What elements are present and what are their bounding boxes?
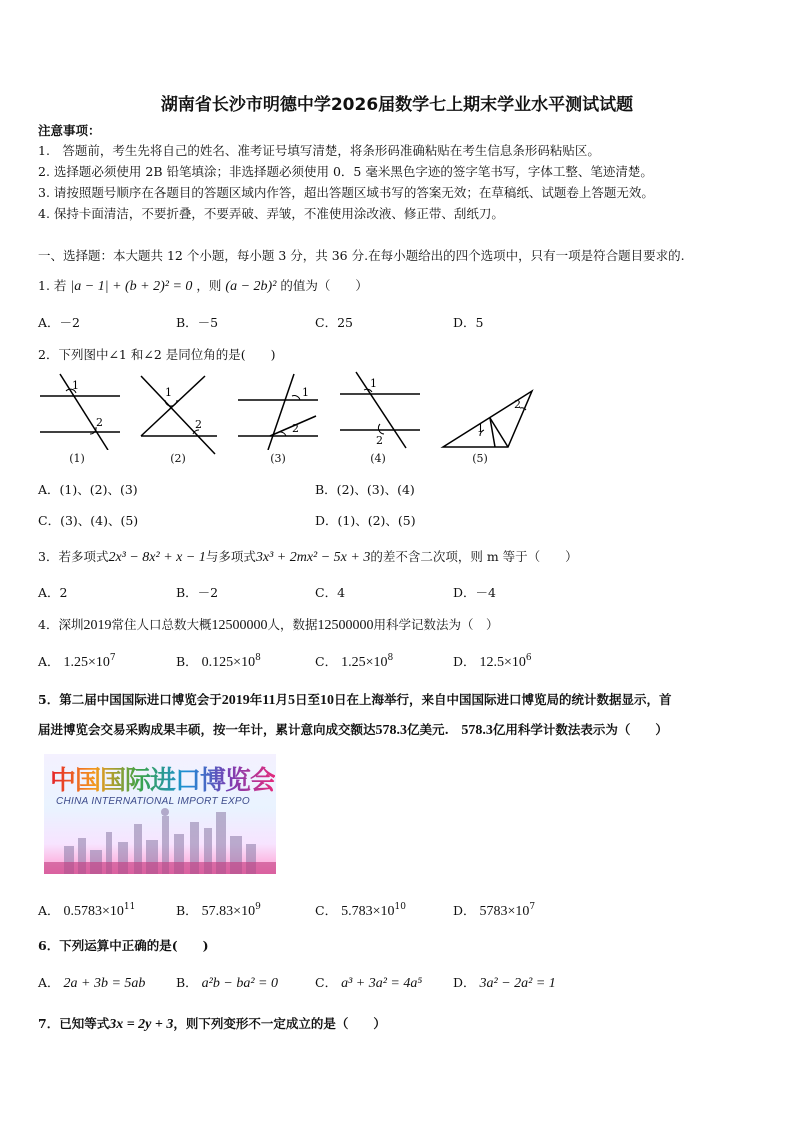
- question-5-line-1: 5．第二届中国国际进口博览会于2019年11月5日至10日在上海举行，来自中国国际进口博览局的统计数据显示，首: [38, 692, 672, 708]
- expo-banner-image: [44, 754, 276, 874]
- figure-3-caption: (3): [270, 452, 286, 465]
- question-text: 人，数据: [267, 617, 318, 632]
- notice-item-2: 2. 选择题必须使用 2B 铅笔填涂；非选择题必须使用 0．5 毫米黑色字迹的签字笔书写，字体工整、笔迹清楚。: [38, 164, 653, 179]
- q6-option-d: D． 3a² − 2a² = 1: [453, 975, 556, 991]
- figure-4: [338, 370, 423, 450]
- q6-option-a: A． 2a + 3b = 5ab: [38, 975, 146, 991]
- question-text: 3．若多项式: [38, 549, 109, 564]
- q4-option-c: C． $1.25\times 10^8$: [315, 653, 394, 670]
- question-number: 1.: [38, 278, 50, 293]
- question-text: 若: [53, 278, 67, 293]
- question-5-line-2: 届进博览会交易采购成果丰硕，按一年计，累计意向成交额达578.3亿美元. 578.3亿用科学计数法表示为（ ）: [38, 722, 668, 738]
- q1-option-d: D．5: [453, 315, 484, 330]
- math-expression: 3x³ + 2mx² − 5x + 3: [255, 550, 371, 565]
- q4-option-d: D． $12.5\times 10^6$: [453, 653, 532, 670]
- figure-1-caption: (1): [69, 452, 85, 465]
- q1-option-b: B．－5: [176, 315, 219, 330]
- figure-1: [38, 370, 123, 450]
- q1-option-a: A．－2: [38, 315, 80, 330]
- svg-text:1: 1: [370, 377, 377, 390]
- question-4: [38, 615, 499, 634]
- q3-option-c: C．4: [315, 585, 346, 600]
- question-text: 的差不含二次项，则 m 等于（ ）: [370, 549, 578, 564]
- svg-text:1: 1: [477, 422, 484, 435]
- notice-item-1: 1. 答题前，考生先将自己的姓名、准考证号填写清楚，将条形码准确粘贴在考生信息条形码粘贴区。: [38, 143, 600, 158]
- question-6: 6．下列运算中正确的是( ): [38, 938, 209, 953]
- angle-label-2: 2: [96, 416, 103, 429]
- q1-option-c: C．25: [315, 315, 353, 330]
- number: 12500000: [317, 618, 374, 633]
- q6-option-c: C． a³ + 3a² = 4a⁵: [315, 975, 423, 991]
- q3-option-b: B．－2: [176, 585, 219, 600]
- figure-2: [135, 370, 220, 455]
- figure-4-caption: (4): [370, 452, 386, 465]
- svg-text:1: 1: [165, 386, 172, 399]
- question-text: 常住人口总数大概: [111, 617, 212, 632]
- question-text: 与多项式: [205, 549, 256, 564]
- number: 2019: [83, 618, 112, 633]
- svg-text:2: 2: [292, 422, 299, 435]
- q2-option-b: B．(2)、(3)、(4): [315, 482, 415, 497]
- q3-option-a: A．2: [38, 585, 68, 600]
- page-title: 湖南省长沙市明德中学2026届数学七上期末学业水平测试试题: [160, 95, 634, 115]
- q2-option-a: A．(1)、(2)、(3): [38, 482, 138, 497]
- question-text: ，则: [196, 278, 222, 293]
- svg-text:2: 2: [195, 418, 202, 431]
- math-expression: |a − 1| + (b + 2)² = 0: [70, 279, 193, 294]
- svg-text:2: 2: [376, 434, 383, 447]
- question-3: [38, 547, 578, 566]
- q2-option-d: D．(1)、(2)、(5): [315, 513, 416, 528]
- figure-2-caption: (2): [170, 452, 186, 465]
- number: 12500000: [211, 618, 268, 633]
- q2-option-c: C．(3)、(4)、(5): [38, 513, 139, 528]
- question-1: [38, 276, 368, 295]
- figure-3: [236, 370, 321, 450]
- notice-item-3: 3. 请按照题号顺序在各题目的答题区域内作答，超出答题区域书写的答案无效；在草稿纸、试题卷上答题无效。: [38, 185, 654, 200]
- q4-option-a: A． $1.25\times 10^7$: [38, 653, 116, 670]
- q5-option-d: D． $5783\times 10^7$: [453, 902, 536, 919]
- q3-option-d: D．－4: [453, 585, 496, 600]
- banner-title: 中国国际进口博览会: [50, 760, 275, 797]
- question-text: 4．深圳: [38, 617, 84, 632]
- figure-5-caption: (5): [472, 452, 488, 465]
- math-expression: (a − 2b)²: [225, 279, 277, 294]
- q5-option-a: A． $0.5783\times 10^{11}$: [38, 902, 136, 919]
- question-2: 2．下列图中∠1 和∠2 是同位角的是( ): [38, 347, 276, 362]
- angle-label-1: 1: [72, 379, 79, 392]
- q5-option-c: C． $5.783\times 10^{10}$: [315, 902, 406, 919]
- banner-subtitle: CHINA INTERNATIONAL IMPORT EXPO: [56, 796, 250, 807]
- q4-option-b: B． $0.125\times 10^8$: [176, 653, 261, 670]
- svg-text:1: 1: [302, 386, 309, 399]
- notice-item-4: 4. 保持卡面清洁，不要折叠，不要弄破、弄皱，不准使用涂改液、修正带、刮纸刀。: [38, 206, 504, 221]
- figure-5: [440, 388, 535, 450]
- question-text: 的值为（ ）: [280, 278, 368, 293]
- notice-heading: 注意事项：: [38, 123, 101, 138]
- question-7: 7．已知等式3x = 2y + 3，则下列变形不一定成立的是（ ）: [38, 1016, 386, 1032]
- question-text: 用科学记数法为（ ）: [373, 617, 499, 632]
- skyline-graphic: [44, 754, 276, 874]
- q6-option-b: B． a²b − ba² = 0: [176, 975, 278, 991]
- q5-option-b: B． $57.83\times 10^9$: [176, 902, 261, 919]
- math-expression: 2x³ − 8x² + x − 1: [108, 550, 206, 565]
- section-heading: 一、选择题：本大题共 12 个小题，每小题 3 分，共 36 分.在每小题给出的四个选项中，只有一项是符合题目要求的.: [38, 248, 685, 263]
- svg-text:2: 2: [514, 398, 521, 411]
